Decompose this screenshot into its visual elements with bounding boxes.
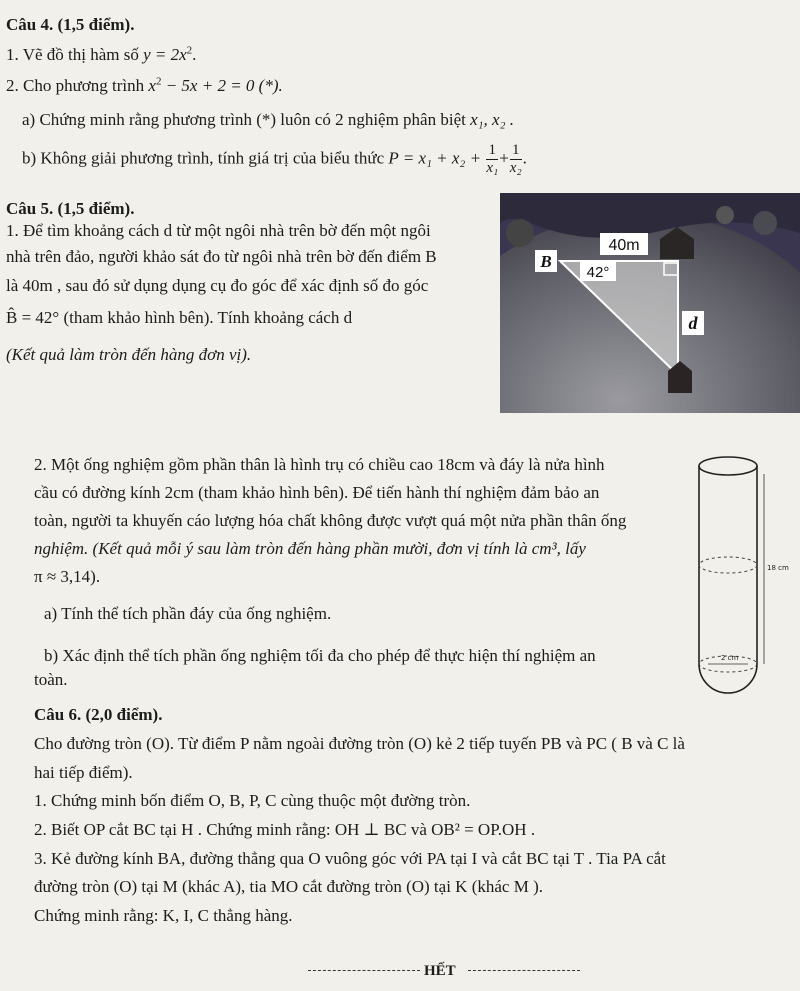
q5-p2-line3: toàn, người ta khuyến cáo lượng hóa chất không được vượt quá một nửa phần thân ống <box>34 511 627 530</box>
q6-line5: 3. Kẻ đường kính BA, đường thẳng qua O vuông góc với PA tại I và cắt BC tại T . Tia PA cắt <box>34 849 666 868</box>
q4-part-b-end: . <box>522 148 527 168</box>
q4-fraction-1 <box>486 142 498 177</box>
q4-part1-end: . <box>192 45 197 64</box>
label-d: d <box>688 313 698 333</box>
survey-figure <box>500 193 800 413</box>
label-angle: 42° <box>586 264 610 281</box>
q5-p2-part-a: a) Tính thể tích phần đáy của ống nghiệm. <box>44 604 332 623</box>
q4-part-a-vars: x₁, x₂ . <box>470 110 515 129</box>
q6-line6: đường tròn (O) tại M (khác A), tia MO cắt đường tròn (O) tại K (khác M ). <box>34 877 543 896</box>
test-tube-figure <box>690 452 800 702</box>
q4-part-a-text: a) Chứng minh rằng phương trình (*) luôn có 2 nghiệm phân biệt <box>22 110 466 129</box>
q5-p2-line4: nghiệm. (Kết quả mỗi ý sau làm tròn đến hàng phần mười, đơn vị tính là cm³, lấy <box>34 539 586 558</box>
q4-part-b-text: b) Không giải phương trình, tính giá trị của biểu thức <box>22 148 385 168</box>
height-label: 18 cm <box>767 564 789 572</box>
q4-part2-text: 2. Cho phương trình <box>6 76 145 95</box>
q4-part-a <box>22 109 514 131</box>
q5-p2-line2: cầu có đường kính 2cm (tham khảo hình bên). Để tiến hành thí nghiệm đảm bảo an <box>34 483 600 502</box>
q4-fraction-2-num: 1 <box>510 142 522 160</box>
q4-part-b <box>22 142 527 177</box>
q5-p1-line3: là 40m , sau đó sử dụng dụng cụ đo góc để xác định số đo góc <box>6 276 429 295</box>
footer-line-left <box>308 970 420 971</box>
tree-2 <box>753 211 777 235</box>
label-distance: 40m <box>608 237 640 254</box>
q5-p1-line4: B̂ = 42° (tham khảo hình bên). Tính khoảng cách d <box>6 308 353 327</box>
q4-part1 <box>6 44 196 66</box>
q5-p1-line1: 1. Để tìm khoảng cách d từ một ngôi nhà trên bờ đến một ngôi <box>6 221 431 240</box>
q4-fraction-1-num: 1 <box>486 142 498 160</box>
q5-p2-line1: 2. Một ống nghiệm gồm phần thân là hình trụ có chiều cao 18cm và đáy là nửa hình <box>34 455 605 474</box>
q4-fraction-1-den: x₁ <box>486 160 499 176</box>
q5-p2-part-b-line2: toàn. <box>34 670 68 689</box>
q4-fraction-2-den: x₂ <box>509 160 522 176</box>
q4-part1-text: 1. Vẽ đồ thị hàm số <box>6 45 139 64</box>
label-B: B <box>540 252 552 271</box>
survey-figure-svg <box>500 193 800 413</box>
q4-part2 <box>6 75 283 97</box>
q6-line2: hai tiếp điểm). <box>34 763 133 782</box>
q4-title: Câu 4. (1,5 điểm). <box>6 15 135 34</box>
q5-p1-line2: nhà trên đảo, người khảo sát đo từ ngôi nhà trên bờ đến điểm B <box>6 247 437 266</box>
tree-3 <box>506 219 534 247</box>
q4-part1-formula: y = 2x <box>143 45 187 64</box>
q5-title: Câu 5. (1,5 điểm). <box>6 199 135 218</box>
q5-p2-part-b-line1: b) Xác định thể tích phần ống nghiệm tối đa cho phép để thực hiện thí nghiệm an <box>44 646 596 665</box>
tube-hemisphere <box>699 664 757 693</box>
tube-top-rim <box>699 457 757 475</box>
tree-1 <box>716 206 734 224</box>
q6-line7: Chứng minh rằng: K, I, C thẳng hàng. <box>34 906 293 925</box>
q6-title: Câu 6. (2,0 điểm). <box>34 705 163 724</box>
diameter-label: 2 cm <box>721 654 739 662</box>
tube-half-mark <box>699 557 757 573</box>
q4-part2-formula-a: x <box>148 76 156 95</box>
footer-line-right <box>468 970 580 971</box>
q5-p1-note: (Kết quả làm tròn đến hàng đơn vị). <box>6 345 252 364</box>
q6-line1: Cho đường tròn (O). Từ điểm P nằm ngoài đường tròn (O) kẻ 2 tiếp tuyến PB và PC ( B và C là <box>34 734 685 753</box>
q4-part2-exponent: 2 <box>155 75 162 88</box>
q4-part2-formula-b: − 5x + 2 = 0 (*). <box>161 76 283 95</box>
q4-part1-exponent: 2 <box>186 44 193 57</box>
q6-line3: 1. Chứng minh bốn điểm O, B, P, C cùng thuộc một đường tròn. <box>34 791 471 810</box>
test-tube-svg <box>690 452 800 702</box>
q4-fraction-plus: + <box>499 148 509 168</box>
q5-p2-line5: π ≈ 3,14). <box>34 567 101 586</box>
q4-part-b-formula: P = x₁ + x₂ + <box>388 148 482 168</box>
q6-line4: 2. Biết OP cắt BC tại H . Chứng minh rằng: OH ⊥ BC và OB² = OP.OH . <box>34 820 536 839</box>
q4-fraction-2 <box>510 142 522 177</box>
footer-end-label: HẾT <box>424 963 456 979</box>
